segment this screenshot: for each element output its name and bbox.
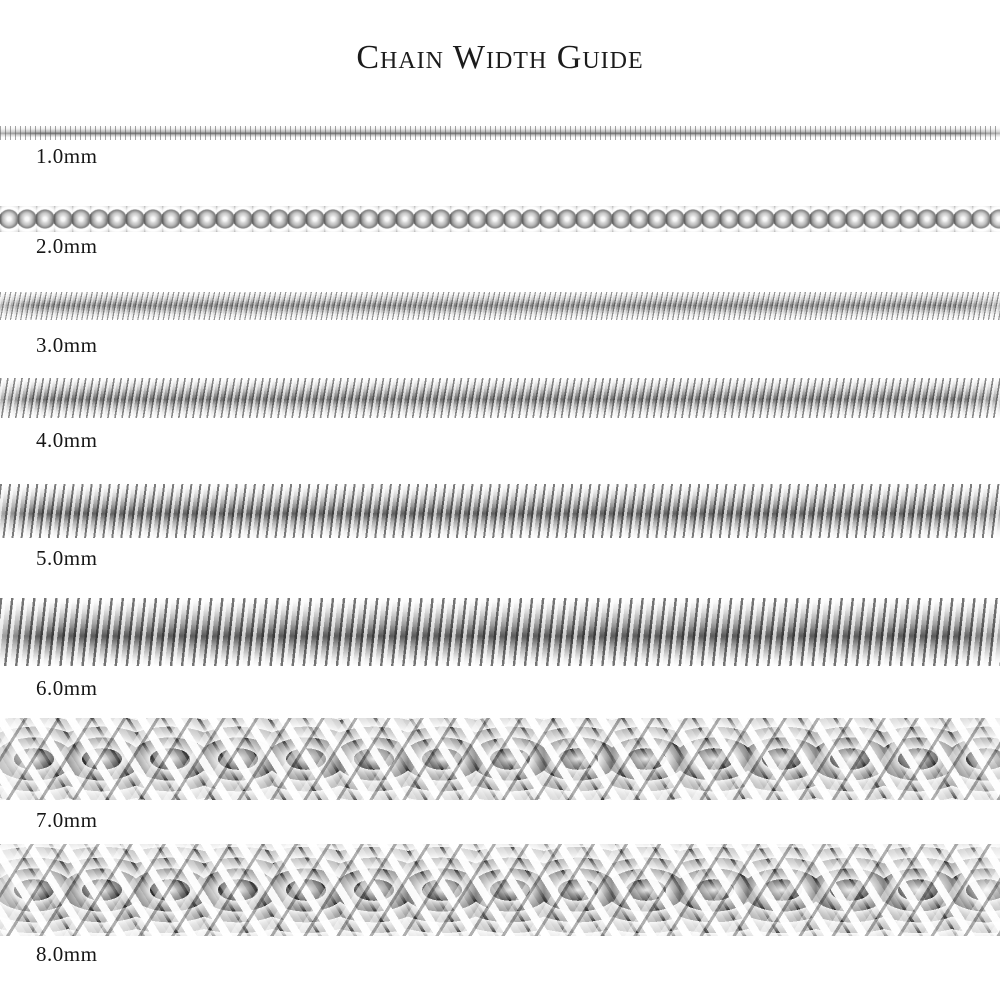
chain-edge-fade xyxy=(0,484,1000,538)
chain-width-label: 5.0mm xyxy=(36,546,98,570)
chain-edge-fade xyxy=(0,292,1000,320)
chain-edge-fade xyxy=(0,844,1000,936)
chain-width-label: 6.0mm xyxy=(36,676,98,700)
chain-edge-fade xyxy=(0,598,1000,666)
chain-edge-fade xyxy=(0,378,1000,418)
chain-edge-fade xyxy=(0,126,1000,140)
chain-sample-4-0mm xyxy=(0,378,1000,418)
chain-width-label: 3.0mm xyxy=(36,333,98,357)
chain-width-label: 1.0mm xyxy=(36,144,98,168)
page-title: Chain Width Guide xyxy=(356,38,644,76)
chain-edge-fade xyxy=(0,718,1000,800)
chain-width-label: 7.0mm xyxy=(36,808,98,832)
chain-sample-3-0mm xyxy=(0,292,1000,320)
chain-sample-2-0mm xyxy=(0,206,1000,232)
chain-edge-fade xyxy=(0,206,1000,232)
chain-sample-6-0mm xyxy=(0,598,1000,666)
chain-sample-8-0mm xyxy=(0,844,1000,936)
chain-sample-7-0mm xyxy=(0,718,1000,800)
chain-sample-5-0mm xyxy=(0,484,1000,538)
chain-width-label: 4.0mm xyxy=(36,428,98,452)
chain-sample-1-0mm xyxy=(0,126,1000,140)
chain-width-label: 8.0mm xyxy=(36,942,98,966)
chain-width-label: 2.0mm xyxy=(36,234,98,258)
